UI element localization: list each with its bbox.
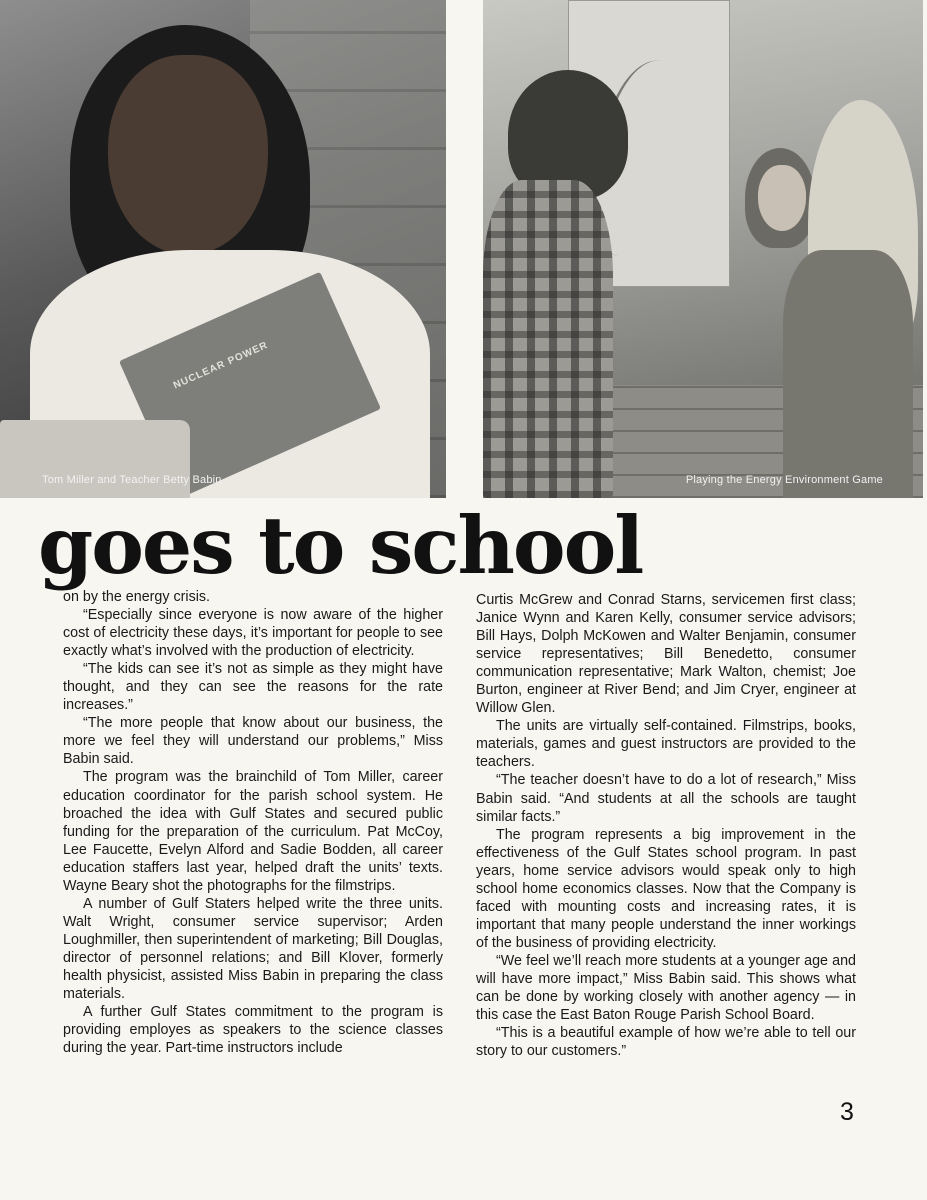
paragraph: Curtis McGrew and Conrad Starns, servicemen first class; Janice Wynn and Karen Kelly, consumer service advisors; Bill Hays, Dolph McKowen and Walter Benjamin, consumer service representatives; Bill Benedetto, consumer communication representative; Mark Walton, chemist; Joe Burton, engineer at River Bend; and Jim Cryer, engineer at Willow Glen. xyxy=(476,592,856,717)
girl-two-outfit xyxy=(783,250,913,498)
open-book-foreground xyxy=(0,420,190,498)
photo-teacher-with-book xyxy=(0,0,446,498)
book-cover-title: NUCLEAR POWER xyxy=(171,339,270,392)
photo-students-energy-game xyxy=(483,0,923,498)
paragraph: A further Gulf States commitment to the program is providing employes as speakers to the science classes during the year. Part-time instructors include xyxy=(63,1004,443,1057)
photo-caption-left: Tom Miller and Teacher Betty Babin xyxy=(42,474,222,486)
paragraph: A number of Gulf Staters helped write the three units. Walt Wright, consumer service supervisor; Arden Loughmiller, then superintendent of marketing; Bill Douglas, director of personnel relations; and Bill Klover, formerly health physicist, assisted Miss Babin in preparing the class materials. xyxy=(63,895,443,1003)
paragraph: “This is a beautiful example of how we’re able to tell our story to our customers.” xyxy=(476,1025,856,1060)
girl-one-face xyxy=(758,165,806,231)
article-column-right xyxy=(476,591,856,1060)
paragraph: “The kids can see it’s not as simple as they might have thought, and they can see the reasons for the rate increases.” xyxy=(63,661,443,714)
paragraph: The program represents a big improvement in the effectiveness of the Gulf States school program. In past years, home service advisors would speak only to high school home economics classes. Now that the Company is faced with mounting costs and increasing rates, it is important that many people understand the inner workings of the business of providing electricity. xyxy=(476,826,856,951)
paragraph: “Especially since everyone is now aware of the higher cost of electricity these days, it’s important for people to see exactly what’s involved with the production of electricity. xyxy=(63,607,443,660)
article-column-left xyxy=(63,588,443,1057)
paragraph: The units are virtually self-contained. Filmstrips, books, materials, games and guest instructors are provided to the teachers. xyxy=(476,718,856,771)
paragraph: The program was the brainchild of Tom Miller, career education coordinator for the parish school system. He broached the idea with Gulf States and secured public funding for the preparation of the curriculum. Pat McCoy, Lee Faucette, Evelyn Alford and Sadie Bodden, all career education staffers last year, helped draft the units’ texts. Wayne Beary shot the photographs for the filmstrips. xyxy=(63,769,443,894)
paragraph: on by the energy crisis. xyxy=(63,589,211,605)
paragraph: “The more people that know about our business, the more we feel they will understand our problems,” Miss Babin said. xyxy=(63,715,443,768)
teacher-face xyxy=(108,55,268,255)
boy-plaid-shirt xyxy=(483,180,613,498)
headline: goes to school xyxy=(38,499,643,592)
page-number: 3 xyxy=(840,1098,854,1126)
photo-caption-right: Playing the Energy Environment Game xyxy=(685,474,883,486)
paragraph: “The teacher doesn’t have to do a lot of research,” Miss Babin said. “And students at all the schools are taught similar facts.” xyxy=(476,772,856,825)
paragraph: “We feel we’ll reach more students at a younger age and will have more impact,” Miss Babin said. This shows what can be done by working closely with another agency — in this case the East Baton Rouge Parish School Board. xyxy=(476,952,856,1024)
